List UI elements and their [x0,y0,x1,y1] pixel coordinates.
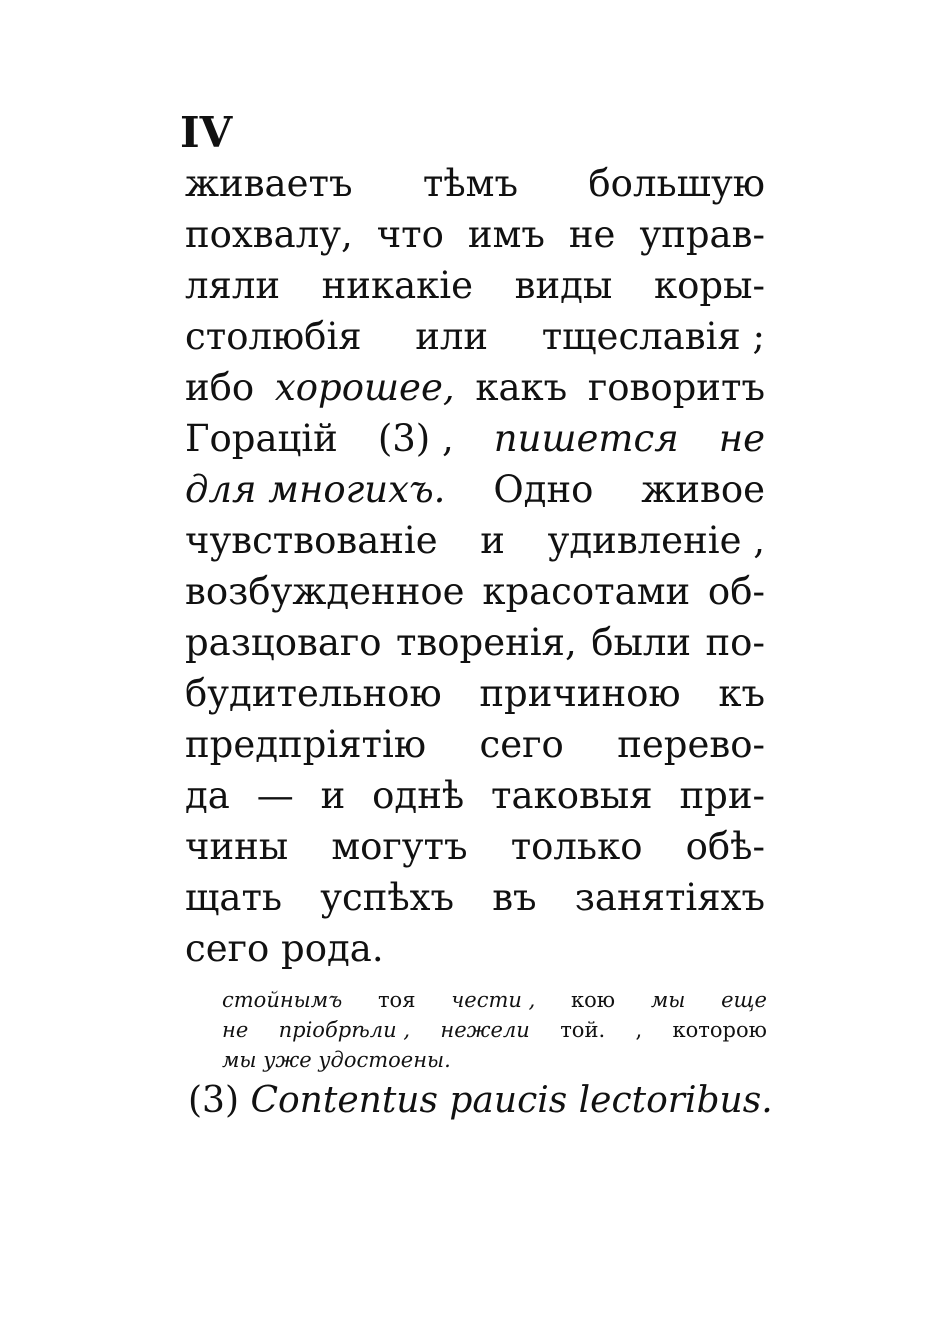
body-word: Одно [493,468,594,511]
body-word: таковыя [491,774,653,817]
footnote-word: мы [650,988,686,1012]
footnote-word: тоя [377,988,416,1012]
body-word: возбужденное [185,570,465,613]
body-line [185,311,765,362]
body-word: пишется [493,417,679,460]
body-word: предпріятію [185,723,427,766]
body-line [185,209,765,260]
body-line [185,515,765,566]
body-line [185,872,765,923]
body-word: — [256,774,294,817]
body-word: сего рода. [185,927,384,970]
body-word: какъ [475,366,568,409]
body-line [185,821,765,872]
footnote-word: которою [672,1018,767,1042]
footnote-line [222,1045,767,1075]
body-word: творенія, [395,621,577,664]
body-word: никакіе [321,264,473,307]
body-word: говоритъ [587,366,765,409]
footnote-line [222,985,767,1015]
footnote-3 [188,1080,773,1121]
body-word: сего [479,723,564,766]
body-line [185,923,765,974]
body-word: обѣ- [685,825,765,868]
body-word: чины [185,825,289,868]
body-word: щать [185,876,283,919]
body-word: занятіяхъ [574,876,765,919]
footnote-word: кою [571,988,616,1012]
body-line [185,719,765,770]
footnote-word: пріобрѣли , [278,1018,410,1042]
footnote-continuation [222,985,767,1075]
body-word: по- [705,621,765,664]
body-word: и [480,519,505,562]
body-word: разцоваго [185,621,382,664]
body-word: похвалу, [185,213,353,256]
body-word: перево- [617,723,765,766]
body-word: были [591,621,692,664]
body-word: что [376,213,444,256]
body-word: причиною [479,672,681,715]
body-word: не [568,213,616,256]
body-word: столюбія [185,315,362,358]
body-word: или [415,315,489,358]
footnote-line [222,1015,767,1045]
body-line [185,158,765,209]
body-line [185,413,765,464]
body-word: тщеславія ; [541,315,765,358]
body-word: могутъ [331,825,468,868]
footnote-word: мы уже удостоены. [222,1048,451,1072]
body-word: для многихъ. [185,468,446,511]
main-text [185,158,765,974]
body-word: живое [641,468,765,511]
body-word: и [320,774,346,817]
page-number: IV [180,108,233,157]
footnote-word: нежели [440,1018,530,1042]
body-word: большую [588,162,765,205]
body-word: къ [718,672,765,715]
body-word: въ [492,876,537,919]
body-word: виды [514,264,613,307]
footnote-word: не [222,1018,249,1042]
body-line [185,566,765,617]
body-word: да [185,774,230,817]
body-word: успѣхъ [320,876,455,919]
body-word: чувствованіе [185,519,438,562]
body-word: при- [679,774,765,817]
body-word: коры- [653,264,765,307]
footnote-word: еще [721,988,767,1012]
body-line [185,770,765,821]
body-word: хорошее, [274,366,455,409]
body-line [185,668,765,719]
footnote-word: , [635,1018,643,1042]
body-word: только [510,825,643,868]
footnote-word: чести , [451,988,536,1012]
body-word: Горацій [185,417,338,460]
body-word: имъ [467,213,545,256]
body-word: (3) , [377,417,454,460]
footnote-word: той. [560,1018,606,1042]
body-line [185,617,765,668]
body-word: ляли [185,264,281,307]
body-line [185,362,765,413]
body-word: ибо [185,366,255,409]
footnote-3-marker: (3) [188,1080,239,1121]
footnote-3-text: Contentus paucis lectoribus. [250,1080,773,1121]
body-word: об- [707,570,765,613]
body-word: не [718,417,765,460]
body-word: будительною [185,672,442,715]
body-word: живаетъ [185,162,353,205]
body-line [185,260,765,311]
body-word: удивленіе , [547,519,765,562]
body-word: тѣмъ [422,162,518,205]
body-word: однѣ [372,774,465,817]
body-line [185,464,765,515]
footnote-word: стойнымъ [222,988,343,1012]
body-word: управ- [639,213,765,256]
body-word: красотами [482,570,691,613]
